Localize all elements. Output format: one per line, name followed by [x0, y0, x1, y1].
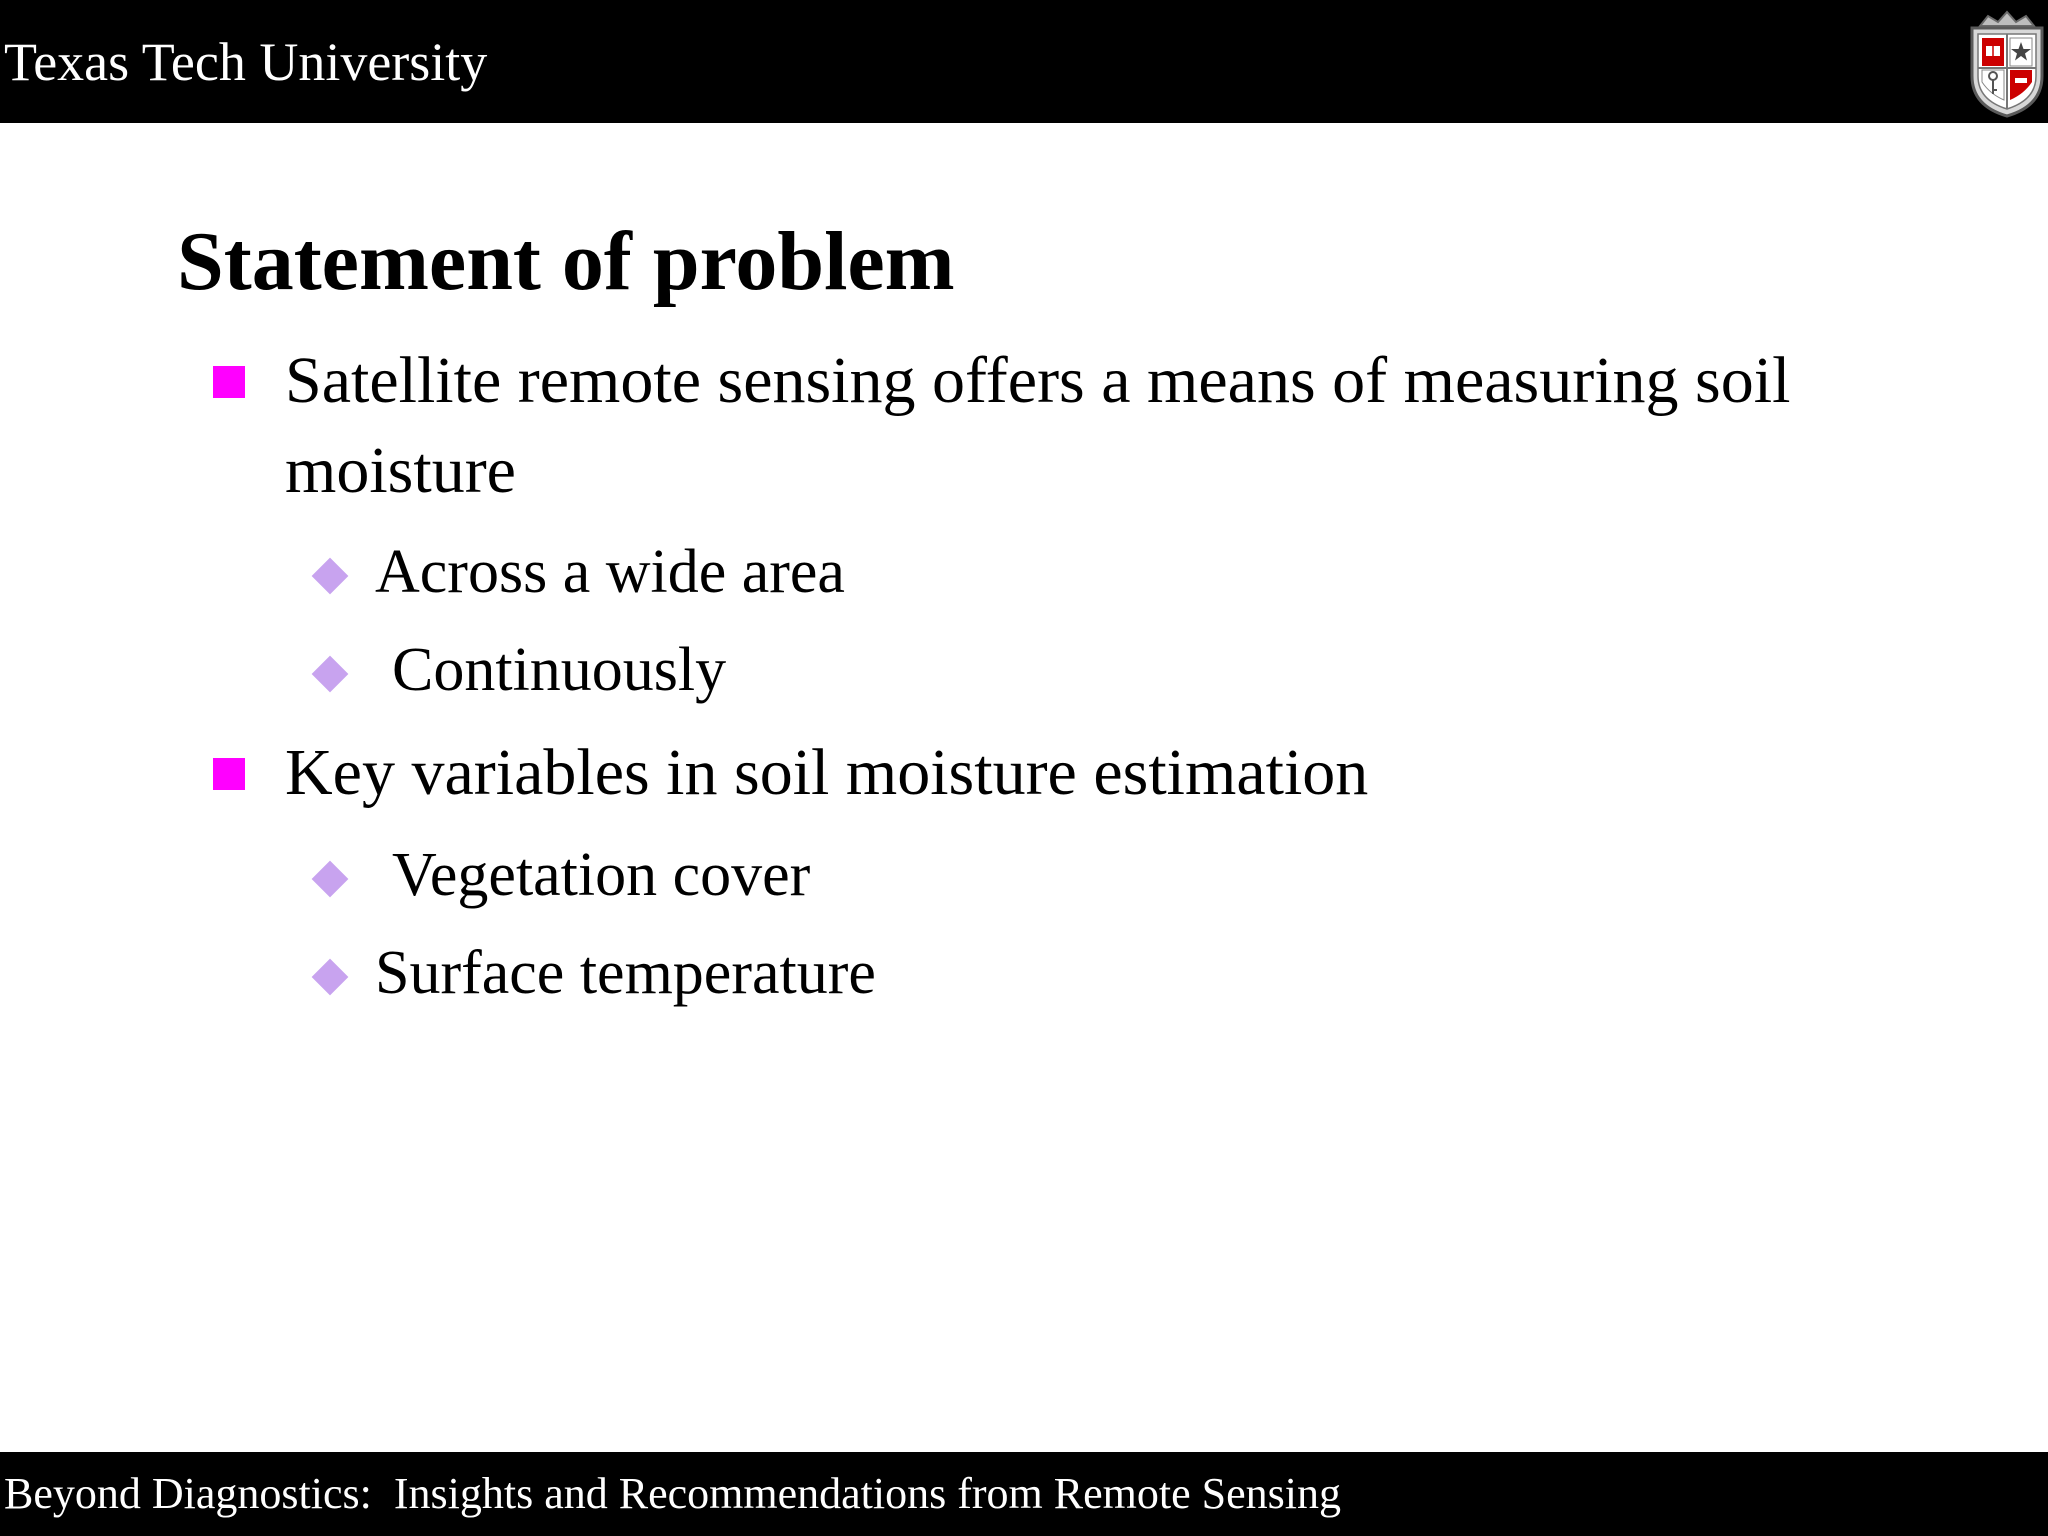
- footer-text: Beyond Diagnostics: Insights and Recommendations from Remote Sensing: [4, 1469, 1341, 1518]
- subbullet-text: Across a wide area: [375, 538, 845, 606]
- footer-bar: [0, 1452, 2048, 1536]
- bullet-square-icon: [213, 366, 245, 398]
- bullet-text-continuation: moisture: [285, 434, 516, 507]
- subbullet-text: Vegetation cover: [392, 841, 811, 909]
- header-title: Texas Tech University: [4, 32, 488, 92]
- bullet-square-icon: [213, 758, 245, 790]
- subbullet-text: Continuously: [392, 636, 727, 704]
- header-bar: [0, 0, 2048, 123]
- bullet-text: Key variables in soil moisture estimation: [285, 736, 1369, 809]
- slide-title: Statement of problem: [177, 215, 955, 308]
- bullet-text: Satellite remote sensing offers a means of measuring soil: [285, 344, 1791, 417]
- subbullet-text: Surface temperature: [375, 939, 876, 1007]
- university-seal-icon: [1966, 8, 2048, 120]
